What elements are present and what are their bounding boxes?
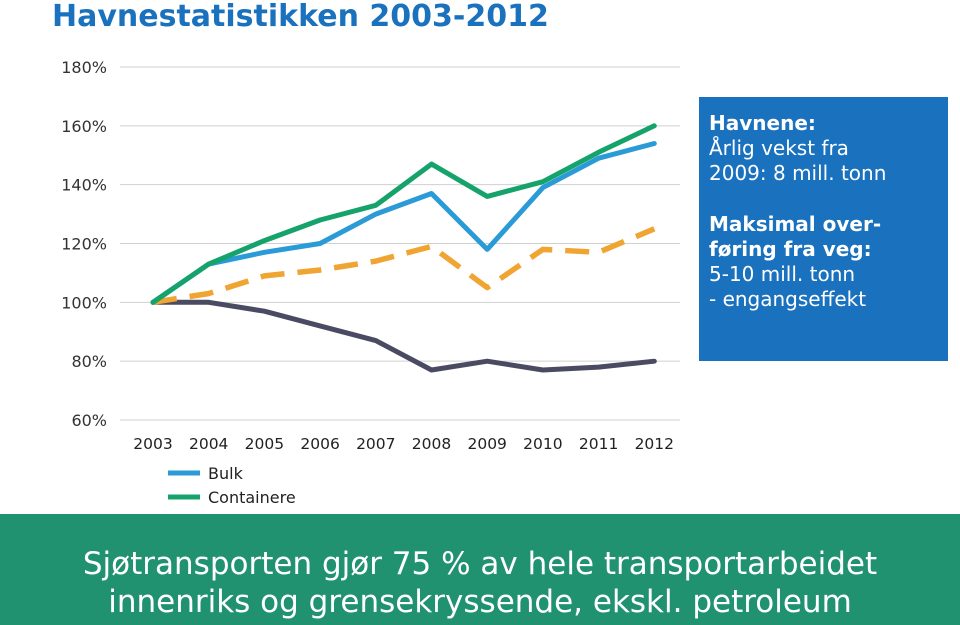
info-line-4: - engangseffekt	[709, 287, 867, 311]
series-line	[153, 302, 654, 370]
y-tick-label: 60%	[71, 411, 107, 430]
x-tick-label: 2004	[188, 435, 229, 453]
info-box	[699, 97, 948, 361]
chart-legend	[168, 464, 296, 507]
chart-series	[153, 126, 654, 370]
y-tick-label: 160%	[61, 116, 107, 136]
x-tick-label: 2006	[300, 435, 340, 453]
page-title: Havnestatistikken 2003-2012	[52, 0, 549, 34]
x-tick-label: 2010	[523, 435, 563, 453]
x-tick-label: 2007	[356, 435, 396, 453]
y-tick-label: 180%	[61, 58, 107, 77]
x-tick-label: 2003	[133, 435, 173, 453]
info-line-2: 2009: 8 mill. tonn	[709, 161, 887, 185]
series-line	[153, 229, 654, 302]
legend-label: Containere	[208, 488, 296, 507]
footer-line-1: Sjøtransporten gjør 75 % av hele transportarbeidet	[82, 546, 878, 582]
x-tick-label: 2012	[634, 435, 675, 453]
series-line	[153, 126, 654, 302]
info-line-1: Årlig vekst fra	[709, 136, 849, 160]
legend-label: Bulk	[208, 464, 243, 483]
footer-line-2: innenriks og grensekryssende, ekskl. petroleum	[108, 584, 852, 620]
info-bold-1: Maksimal over-	[709, 212, 882, 236]
y-axis-ticks	[61, 58, 107, 430]
y-tick-label: 100%	[61, 293, 107, 313]
footer-banner	[0, 514, 960, 625]
info-heading: Havnene:	[709, 111, 816, 135]
x-tick-label: 2009	[467, 435, 507, 453]
x-tick-label: 2008	[411, 435, 452, 453]
x-tick-label: 2005	[244, 435, 285, 453]
info-bold-2: føring fra veg:	[709, 237, 872, 261]
info-line-3: 5-10 mill. tonn	[709, 262, 856, 286]
x-tick-label: 2011	[578, 435, 619, 453]
x-axis-ticks	[133, 435, 674, 453]
y-tick-label: 80%	[71, 352, 107, 372]
y-tick-label: 140%	[61, 175, 107, 195]
y-tick-label: 120%	[61, 234, 107, 254]
series-line	[153, 144, 654, 303]
